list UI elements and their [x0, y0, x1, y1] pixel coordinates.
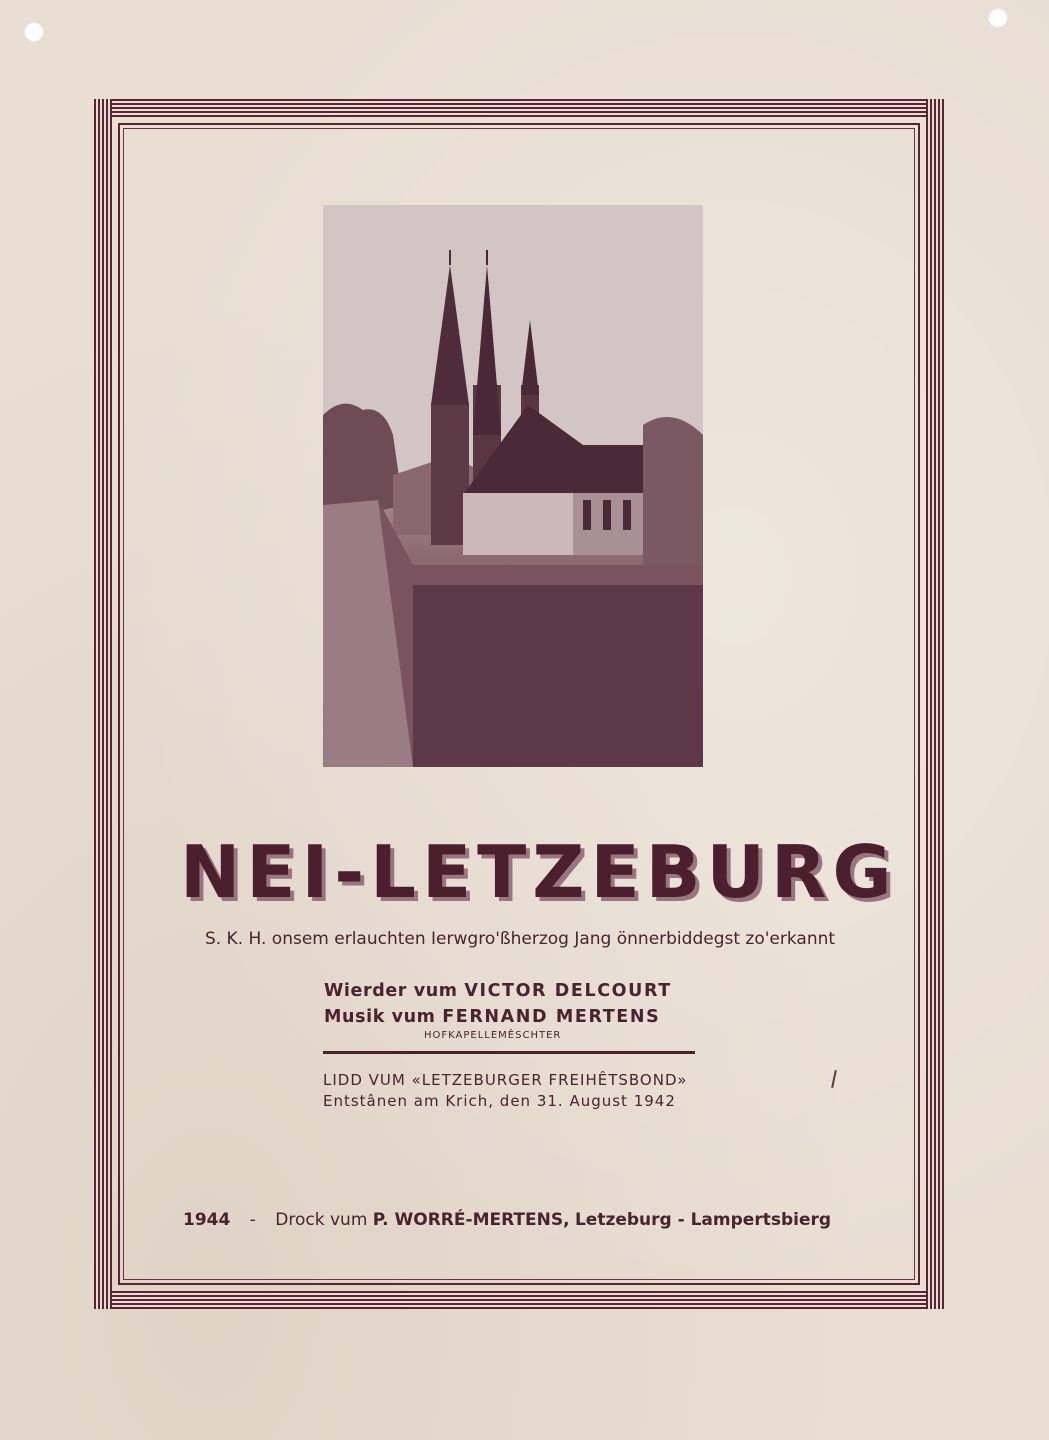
foreground [413, 585, 703, 767]
music-credit [324, 1004, 744, 1030]
divider-rule [323, 1051, 695, 1054]
border-left [94, 99, 112, 1309]
printer-prefix: Drock vum [275, 1210, 368, 1230]
imprint-footer [183, 1210, 863, 1230]
composer-name: FERNAND MERTENS [442, 1007, 661, 1027]
lyrics-credit [324, 978, 744, 1004]
dedication-line: S. K. H. onsem erlauchten Ierwgro'ßherzog Jang önnerbiddegst zo'erkannt [204, 929, 836, 949]
song-of-line: LIDD VUM «LETZEBURGER FREIHÊTSBOND» [323, 1071, 688, 1089]
music-credit-prefix: Musik vum [324, 1007, 436, 1027]
cathedral-photo [323, 205, 703, 767]
lyrics-credit-prefix: Wierder vum [324, 981, 458, 1001]
punch-hole-left [24, 22, 44, 42]
border-bottom [94, 1291, 944, 1309]
printer-place: Letzeburg - Lampertsbierg [574, 1210, 832, 1230]
imprint-year: 1944 [183, 1210, 231, 1230]
page-title: NEI-LETZEBURG [180, 830, 898, 914]
lyricist-name: VICTOR DELCOURT [464, 981, 672, 1001]
punch-hole-right [988, 8, 1008, 28]
song-info-block [323, 1070, 743, 1112]
border-top [94, 99, 944, 117]
composer-title: HOFKAPELLEMÊSCHTER [424, 1030, 562, 1041]
credits-block [324, 978, 744, 1042]
window [583, 500, 591, 530]
window [623, 500, 631, 530]
border-right [926, 99, 944, 1309]
origin-line: Entstânen am Krich, den 31. August 1942 [323, 1092, 676, 1110]
trees-right [643, 417, 703, 565]
printer-name: P. WORRÉ-MERTENS, [372, 1210, 570, 1230]
window [603, 500, 611, 530]
cathedral-illustration [323, 205, 703, 767]
imprint-separator: - [249, 1210, 256, 1230]
